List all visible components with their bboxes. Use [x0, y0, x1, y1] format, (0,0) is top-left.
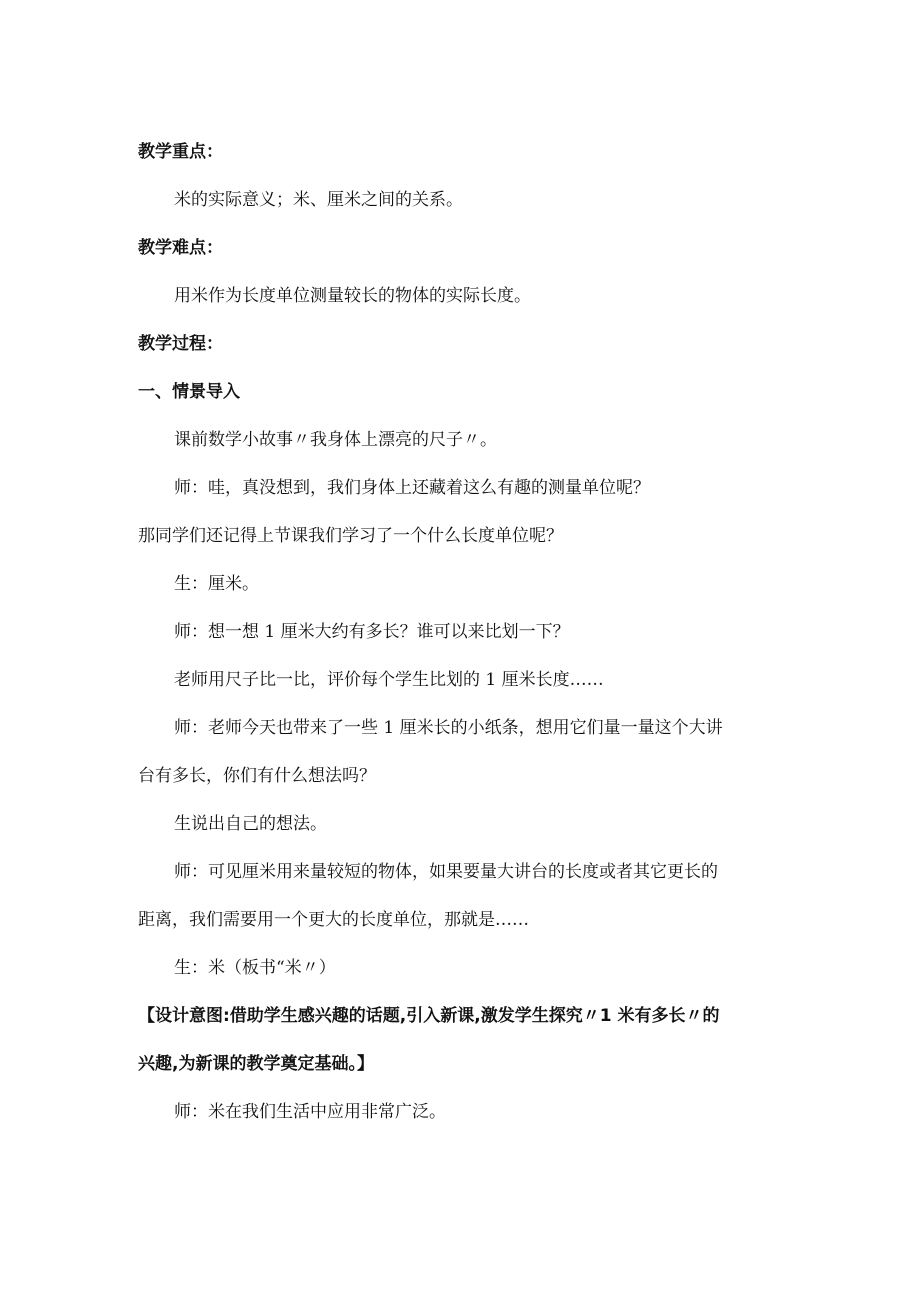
paragraph-line: 课前数学小故事〃我身体上漂亮的尺子〃。	[174, 430, 497, 450]
paragraph-line: 老师用尺子比一比，评价每个学生比划的 1 厘米长度……	[174, 670, 604, 690]
design-intent-note: 兴趣,为新课的教学奠定基础。】	[138, 1054, 374, 1074]
heading-teaching-focus: 教学重点：	[138, 142, 223, 162]
paragraph-focus-content: 米的实际意义；米、厘米之间的关系。	[174, 190, 463, 210]
paragraph-line: 生说出自己的想法。	[174, 814, 327, 834]
paragraph-line: 师：米在我们生活中应用非常广泛。	[174, 1102, 446, 1122]
heading-teaching-process: 教学过程：	[138, 334, 223, 354]
heading-teaching-difficulty: 教学难点：	[138, 238, 223, 258]
paragraph-difficulty-content: 用米作为长度单位测量较长的物体的实际长度。	[174, 286, 531, 306]
paragraph-line: 师：老师今天也带来了一些 1 厘米长的小纸条，想用它们量一量这个大讲	[174, 718, 723, 738]
paragraph-line: 生：米（板书“米〃）	[174, 958, 336, 978]
paragraph-line: 师：可见厘米用来量较短的物体，如果要量大讲台的长度或者其它更长的	[174, 862, 718, 882]
paragraph-line: 台有多长，你们有什么想法吗？	[138, 766, 376, 786]
paragraph-line: 距离，我们需要用一个更大的长度单位，那就是……	[138, 910, 529, 930]
paragraph-line: 师：想一想 1 厘米大约有多长？谁可以来比划一下？	[174, 622, 570, 642]
paragraph-line: 那同学们还记得上节课我们学习了一个什么长度单位呢？	[138, 526, 563, 546]
paragraph-line: 师：哇，真没想到，我们身体上还藏着这么有趣的测量单位呢？	[174, 478, 650, 498]
heading-section-one: 一、情景导入	[138, 382, 240, 402]
design-intent-note: 【设计意图:借助学生感兴趣的话题,引入新课,激发学生探究〃1 米有多长〃的	[138, 1006, 720, 1026]
paragraph-line: 生：厘米。	[174, 574, 259, 594]
document-page	[138, 128, 778, 1136]
